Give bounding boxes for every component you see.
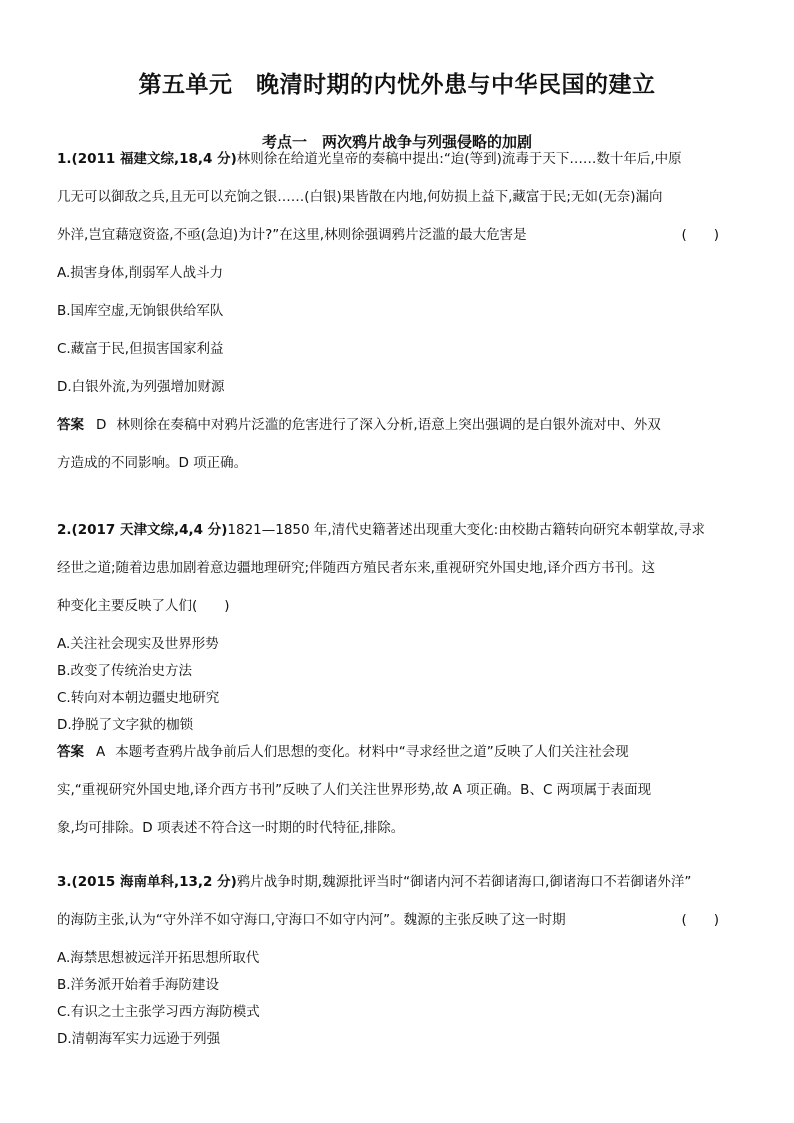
question-3-stem-line-1 xyxy=(57,872,737,910)
answer-label: 答案 xyxy=(57,417,84,433)
question-2-option-c: C.转向对本朝边疆史地研究 xyxy=(57,690,220,706)
question-2-explanation-3: 象,均可排除。D 项表述不符合这一时期的时代特征,排除。 xyxy=(57,820,405,836)
question-2-stem-line-1 xyxy=(57,520,737,558)
question-3-answer-blank: ( ) xyxy=(681,912,719,928)
question-2-text-1: 1821—1850 年,清代史籍著述出现重大变化:由校勘古籍转向研究本朝掌故,寻求 xyxy=(227,522,706,538)
question-1-answer-line-2 xyxy=(57,453,737,491)
question-2-answer-letter: A xyxy=(96,744,106,760)
question-2-option-b: B.改变了传统治史方法 xyxy=(57,663,193,679)
question-2-answer-line-2 xyxy=(57,780,737,818)
question-1-text-1: 林则徐在给道光皇帝的奏稿中提出:“迨(等到)流毒于天下……数十年后,中原 xyxy=(236,151,682,167)
question-1-option-d: D.白银外流,为列强增加财源 xyxy=(57,379,225,395)
question-2-text-3: 种变化主要反映了人们 xyxy=(57,598,192,614)
question-1-answer-letter: D xyxy=(96,417,107,433)
question-1-stem-line-1 xyxy=(57,149,737,187)
question-3-text-2: 的海防主张,认为“守外洋不如守海口,守海口不如守内河”。魏源的主张反映了这一时期 xyxy=(57,912,566,928)
question-1-source: 1.(2011 福建文综,18,4 分) xyxy=(57,151,237,167)
question-2-answer-line-3 xyxy=(57,818,737,856)
question-3-option-c: C.有识之士主张学习西方海防模式 xyxy=(57,1004,260,1020)
question-1-explanation-1: 林则徐在奏稿中对鸦片泛滥的危害进行了深入分析,语意上突出强调的是白银外流对中、外双 xyxy=(116,417,661,433)
question-1-explanation-2: 方造成的不同影响。D 项正确。 xyxy=(57,455,248,471)
question-2-option-d: D.挣脱了文字狱的枷锁 xyxy=(57,717,194,733)
question-3 xyxy=(57,872,737,1056)
question-2-source: 2.(2017 天津文综,4,4 分) xyxy=(57,522,228,538)
question-3-option-d: D.清朝海军实力远逊于列强 xyxy=(57,1031,221,1047)
question-1-option-c: C.藏富于民,但损害国家利益 xyxy=(57,341,224,357)
section-title: 考点一 两次鸦片战争与列强侵略的加剧 xyxy=(261,133,532,151)
question-1-stem-line-3 xyxy=(57,225,737,263)
question-2-explanation-2: 实,“重视研究外国史地,译介西方书刊”反映了人们关注世界形势,故 A 项正确。B、C 两项属于表面现 xyxy=(57,782,652,798)
question-2 xyxy=(57,520,737,856)
question-1-text-3: 外洋,岂宜藉寇资盗,不亟(急迫)为计?”在这里,林则徐强调鸦片泛滥的最大危害是 xyxy=(57,227,527,243)
question-3-source: 3.(2015 海南单科,13,2 分) xyxy=(57,874,237,890)
question-1-answer-blank: ( ) xyxy=(681,227,719,243)
question-3-stem-line-2 xyxy=(57,910,737,948)
question-1-option-a: A.损害身体,削弱军人战斗力 xyxy=(57,265,224,281)
question-3-text-1: 鸦片战争时期,魏源批评当时“御诸内河不若御诸海口,御诸海口不若御诸外洋” xyxy=(236,874,692,890)
question-2-stem-line-3 xyxy=(57,596,737,634)
question-1-text-2: 几无可以御敌之兵,且无可以充饷之银……(白银)果皆散在内地,何妨损上益下,藏富于民;无如(无奈)漏向 xyxy=(57,189,663,205)
question-2-stem-line-2 xyxy=(57,558,737,596)
unit-title: 第五单元 晚清时期的内忧外患与中华民国的建立 xyxy=(138,72,656,98)
question-3-option-a: A.海禁思想被远洋开拓思想所取代 xyxy=(57,950,260,966)
question-1-stem-line-2 xyxy=(57,187,737,225)
question-2-answer-line-1 xyxy=(57,742,737,780)
question-1-option-b: B.国库空虚,无饷银供给军队 xyxy=(57,303,224,319)
question-1-answer-line-1 xyxy=(57,415,737,453)
question-1 xyxy=(57,149,737,491)
question-2-answer-blank: ( ) xyxy=(192,598,230,614)
answer-label: 答案 xyxy=(57,744,84,760)
question-2-explanation-1: 本题考查鸦片战争前后人们思想的变化。材料中“寻求经世之道”反映了人们关注社会现 xyxy=(115,744,629,760)
question-3-option-b: B.洋务派开始着手海防建设 xyxy=(57,977,220,993)
question-2-option-a: A.关注社会现实及世界形势 xyxy=(57,636,219,652)
question-2-text-2: 经世之道;随着边患加剧着意边疆地理研究;伴随西方殖民者东来,重视研究外国史地,译介西方书刊。这 xyxy=(57,560,656,576)
